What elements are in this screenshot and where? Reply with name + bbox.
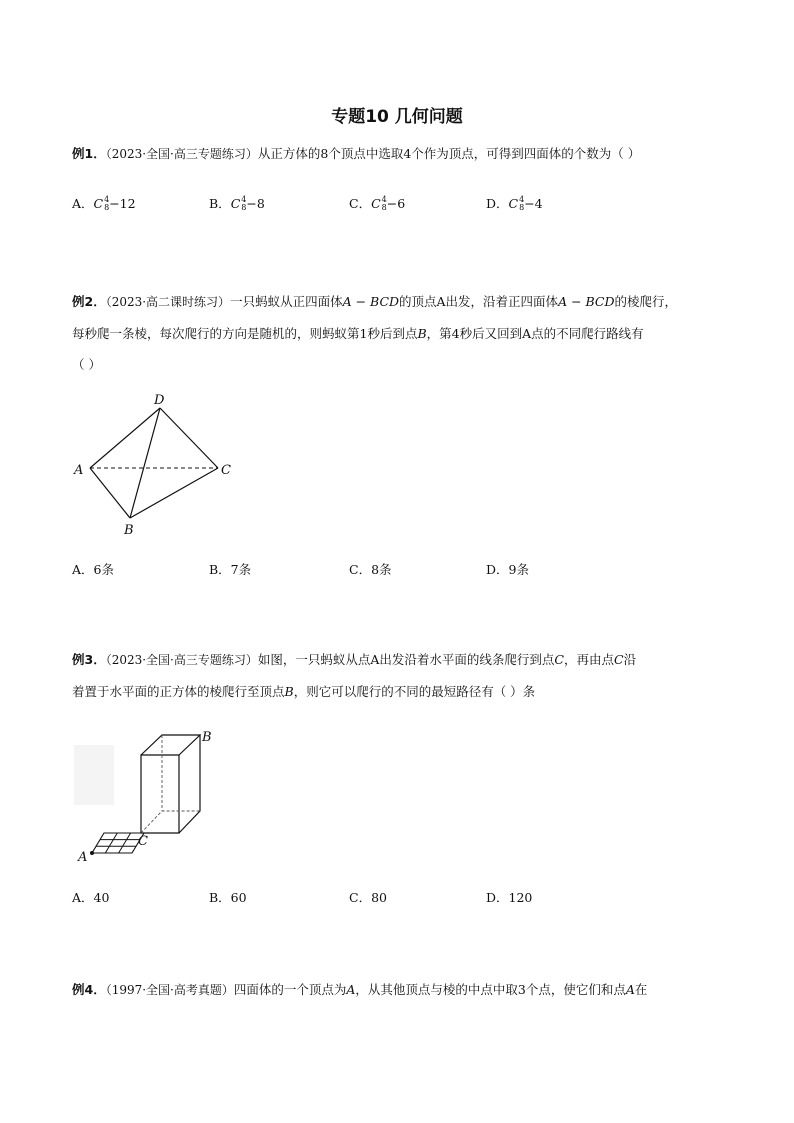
label-c: C <box>138 834 148 849</box>
question-1-number: 例1． <box>72 146 106 161</box>
grid-line-v2 <box>119 833 131 853</box>
option-c[interactable]: C．80 <box>349 890 387 905</box>
cuboid-front-face <box>141 755 179 833</box>
question-4-source: （1997·全国·高考真题） <box>105 983 234 997</box>
label-a: A <box>74 463 84 478</box>
option-a[interactable]: A． C 4 8 −12 <box>72 194 136 212</box>
question-3-number: 例3． <box>72 652 106 667</box>
question-1-options <box>72 194 728 214</box>
edge-db <box>130 408 160 518</box>
grid-line-v1 <box>105 833 117 853</box>
question-2-number: 例2． <box>72 294 106 309</box>
option-c[interactable]: C． C 4 8 −6 <box>349 194 406 212</box>
question-3: 例3．（2023·全国·高三专题练习）如图，一只蚂蚁从点A出发沿着水平面的线条爬行到点C，再由点C沿 着置于水平面的正方体的棱爬行至顶点B，则它可以爬行的不同的最短路径有（ ）条 <box>72 652 637 699</box>
label-a: A <box>78 850 88 865</box>
cuboid-side-face <box>179 735 200 833</box>
edge-ab <box>90 468 130 518</box>
edge-dc <box>160 408 218 468</box>
cuboid-hidden-edges <box>141 811 200 833</box>
question-3-source: （2023·全国·高三专题练习） <box>105 653 258 667</box>
label-d: D <box>154 393 165 408</box>
label-b: B <box>202 730 212 745</box>
option-b[interactable]: B．7条 <box>209 562 252 577</box>
question-1-source: （2023·全国·高三专题练习） <box>105 147 258 161</box>
cuboid-grid-figure <box>72 725 232 870</box>
option-b[interactable]: B． C 4 8 −8 <box>209 194 265 212</box>
option-d[interactable]: D． C 4 8 −4 <box>486 194 543 212</box>
point-a <box>90 851 94 855</box>
option-a[interactable]: A．40 <box>72 890 110 905</box>
edge-bc <box>130 468 218 518</box>
label-b: B <box>124 523 134 538</box>
question-4: 例4．（1997·全国·高考真题）四面体的一个顶点为A，从其他顶点与棱的中点中取3个点，使它们和点A在 <box>72 982 648 997</box>
question-3-options <box>72 888 728 908</box>
question-4-number: 例4． <box>72 982 106 997</box>
option-a[interactable]: A．6条 <box>72 562 114 577</box>
question-1 <box>72 138 728 170</box>
faint-background <box>74 745 114 805</box>
question-2: 例2．（2023·高二课时练习）一只蚂蚁从正四面体A − BCD的顶点A出发，沿着正四面体A − BCD的棱爬行， 每秒爬一条棱，每次爬行的方向是随机的，则蚂蚁第1秒后到点B，第4秒后又回到A点的不同爬行路线有 （ ） <box>72 294 678 372</box>
tetrahedron-figure <box>70 390 240 540</box>
grid-outline <box>92 833 144 853</box>
option-d[interactable]: D．120 <box>486 890 533 905</box>
label-c: C <box>221 463 231 478</box>
question-2-source: （2023·高二课时练习） <box>105 295 231 309</box>
edge-ad <box>90 408 160 468</box>
page-title: 专题10 几何问题 <box>331 107 463 127</box>
option-c[interactable]: C．8条 <box>349 562 392 577</box>
question-2-options <box>72 560 728 580</box>
option-d[interactable]: D．9条 <box>486 562 529 577</box>
option-b[interactable]: B．60 <box>209 890 247 905</box>
question-1-text: 从正方体的8个顶点中选取4个作为顶点，可得到四面体的个数为（ ） <box>257 146 641 161</box>
cuboid-top-face <box>141 735 200 755</box>
